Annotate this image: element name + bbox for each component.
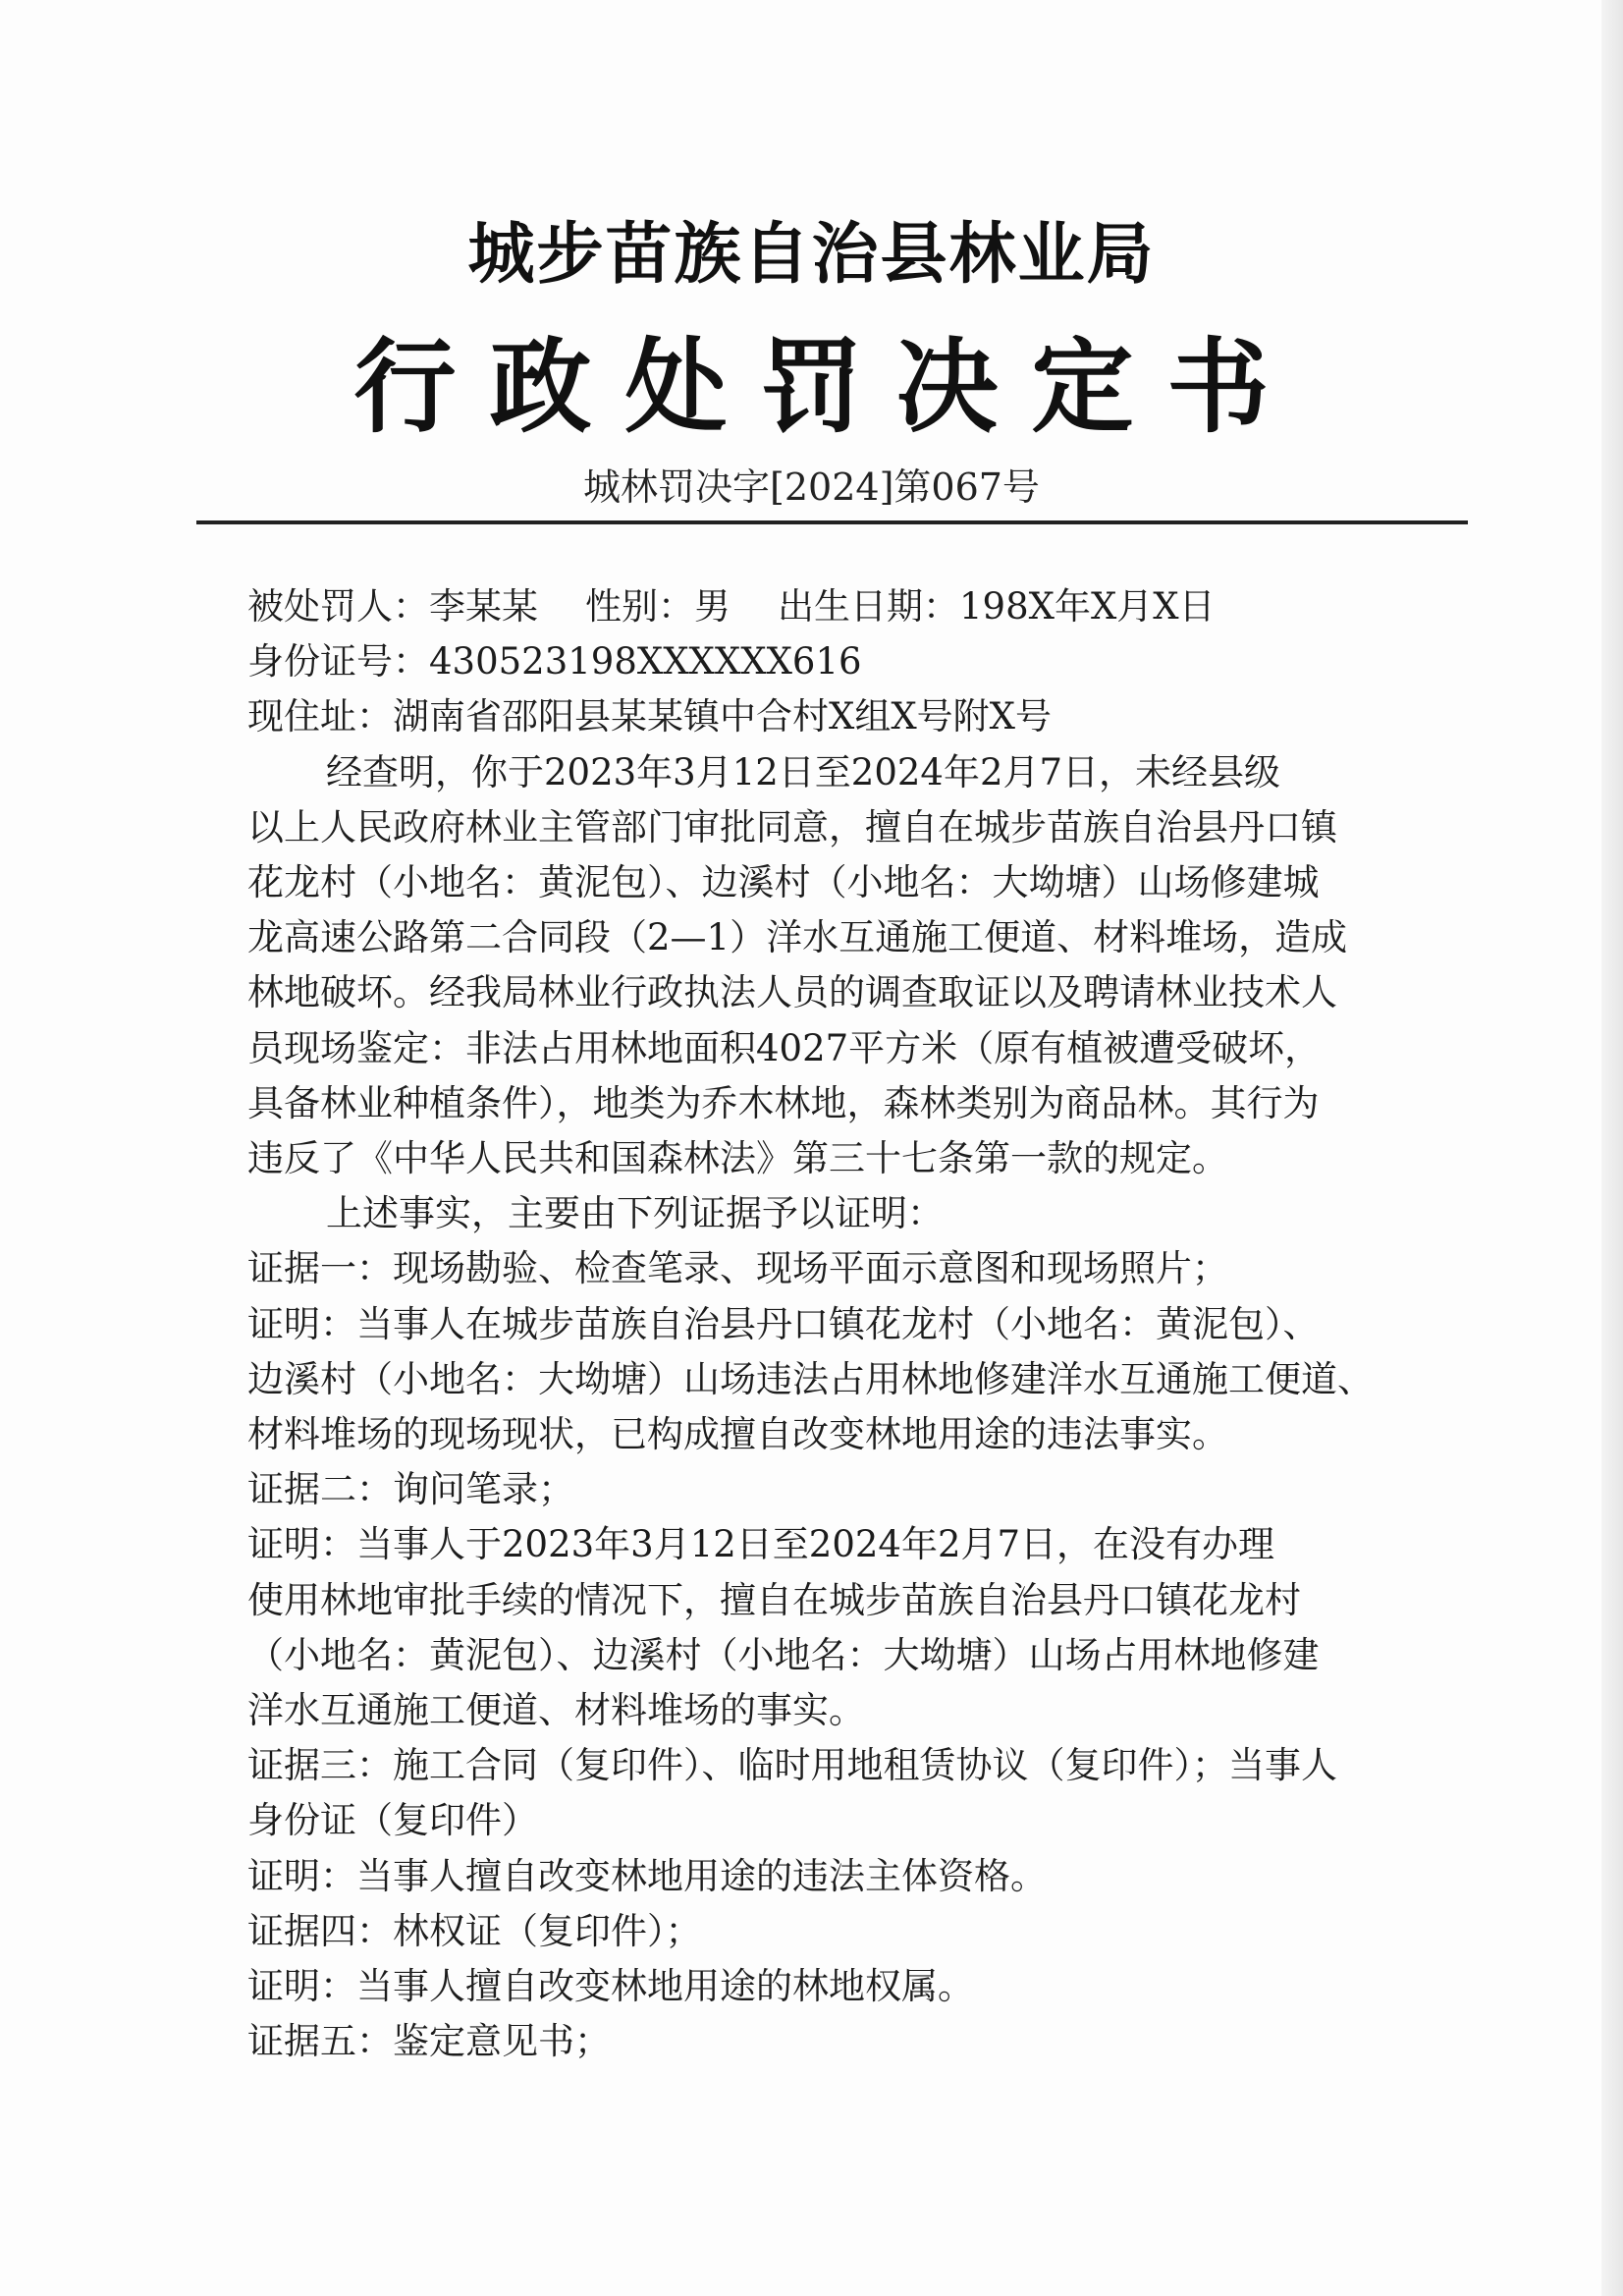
facts-line: 以上人民政府林业主管部门审批同意，擅自在城步苗族自治县丹口镇	[247, 805, 1337, 848]
evidence-line: 身份证（复印件）	[247, 1799, 538, 1842]
evidence-line: 证据四：林权证（复印件）；	[247, 1909, 702, 1952]
document-number: 城林罚决字[2024]第067号	[583, 465, 1040, 509]
document-body	[247, 579, 1406, 2069]
evidence-line: 边溪村（小地名：大坳塘）山场违法占用林地修建洋水互通施工便道、	[247, 1357, 1374, 1400]
party-id-number: 430523198XXXXXX616	[429, 640, 862, 683]
facts-line: 员现场鉴定：非法占用林地面积4027平方米（原有植被遭受破坏，	[247, 1026, 1322, 1069]
evidence-intro: 上述事实，主要由下列证据予以证明：	[326, 1192, 944, 1235]
facts-line: 经查明，你于2023年3月12日至2024年2月7日，未经县级	[326, 750, 1281, 793]
evidence-line: 证明：当事人在城步苗族自治县丹口镇花龙村（小地名：黄泥包）、	[247, 1302, 1320, 1345]
document-title: 行政处罚决定书	[353, 327, 1303, 447]
issuing-organization: 城步苗族自治县林业局	[467, 216, 1156, 294]
evidence-line: 使用林地审批手续的情况下，擅自在城步苗族自治县丹口镇花龙村	[247, 1578, 1301, 1621]
evidence-line: 证据三：施工合同（复印件）、临时用地租赁协议（复印件）；当事人	[247, 1744, 1337, 1787]
address-line	[247, 689, 1406, 744]
facts-line: 林地破坏。经我局林业行政执法人员的调查取证以及聘请林业技术人	[247, 971, 1337, 1014]
evidence-line: 证据二：询问笔录；	[247, 1468, 574, 1511]
gender-label: 性别：	[585, 585, 694, 628]
header-divider	[196, 520, 1468, 524]
party-address: 湖南省邵阳县某某镇中合村X组X号附X号	[393, 695, 1053, 738]
evidence-line: 证据五：鉴定意见书；	[247, 2020, 611, 2063]
facts-line: 花龙村（小地名：黄泥包）、边溪村（小地名：大坳塘）山场修建城	[247, 861, 1320, 904]
name-label: 被处罚人：	[247, 585, 429, 628]
party-gender: 男	[694, 585, 730, 628]
facts-line: 违反了《中华人民共和国森林法》第三十七条第一款的规定。	[247, 1137, 1228, 1180]
evidence-line: （小地名：黄泥包）、边溪村（小地名：大坳塘）山场占用林地修建	[247, 1633, 1320, 1676]
party-birth: 198X年X月X日	[959, 585, 1216, 628]
evidence-line: 证明：当事人擅自改变林地用途的违法主体资格。	[247, 1854, 1047, 1897]
evidence-line: 证明：当事人于2023年3月12日至2024年2月7日，在没有办理	[247, 1523, 1275, 1566]
birth-label: 出生日期：	[778, 585, 959, 628]
id-label: 身份证号：	[247, 640, 429, 683]
party-name: 李某某	[429, 585, 538, 628]
evidence-line: 证明：当事人擅自改变林地用途的林地权属。	[247, 1965, 974, 2008]
evidence-line: 材料堆场的现场现状，已构成擅自改变林地用途的违法事实。	[247, 1413, 1228, 1456]
evidence-line: 洋水互通施工便道、材料堆场的事实。	[247, 1689, 865, 1732]
facts-line: 龙高速公路第二合同段（2—1）洋水互通施工便道、材料堆场，造成	[247, 916, 1348, 959]
facts-line: 具备林业种植条件），地类为乔木林地，森林类别为商品林。其行为	[247, 1081, 1320, 1124]
address-label: 现住址：	[247, 695, 393, 738]
id-line	[247, 634, 1406, 689]
evidence-line: 证据一：现场勘验、检查笔录、现场平面示意图和现场照片；	[247, 1247, 1228, 1290]
party-info-line	[247, 579, 1406, 634]
